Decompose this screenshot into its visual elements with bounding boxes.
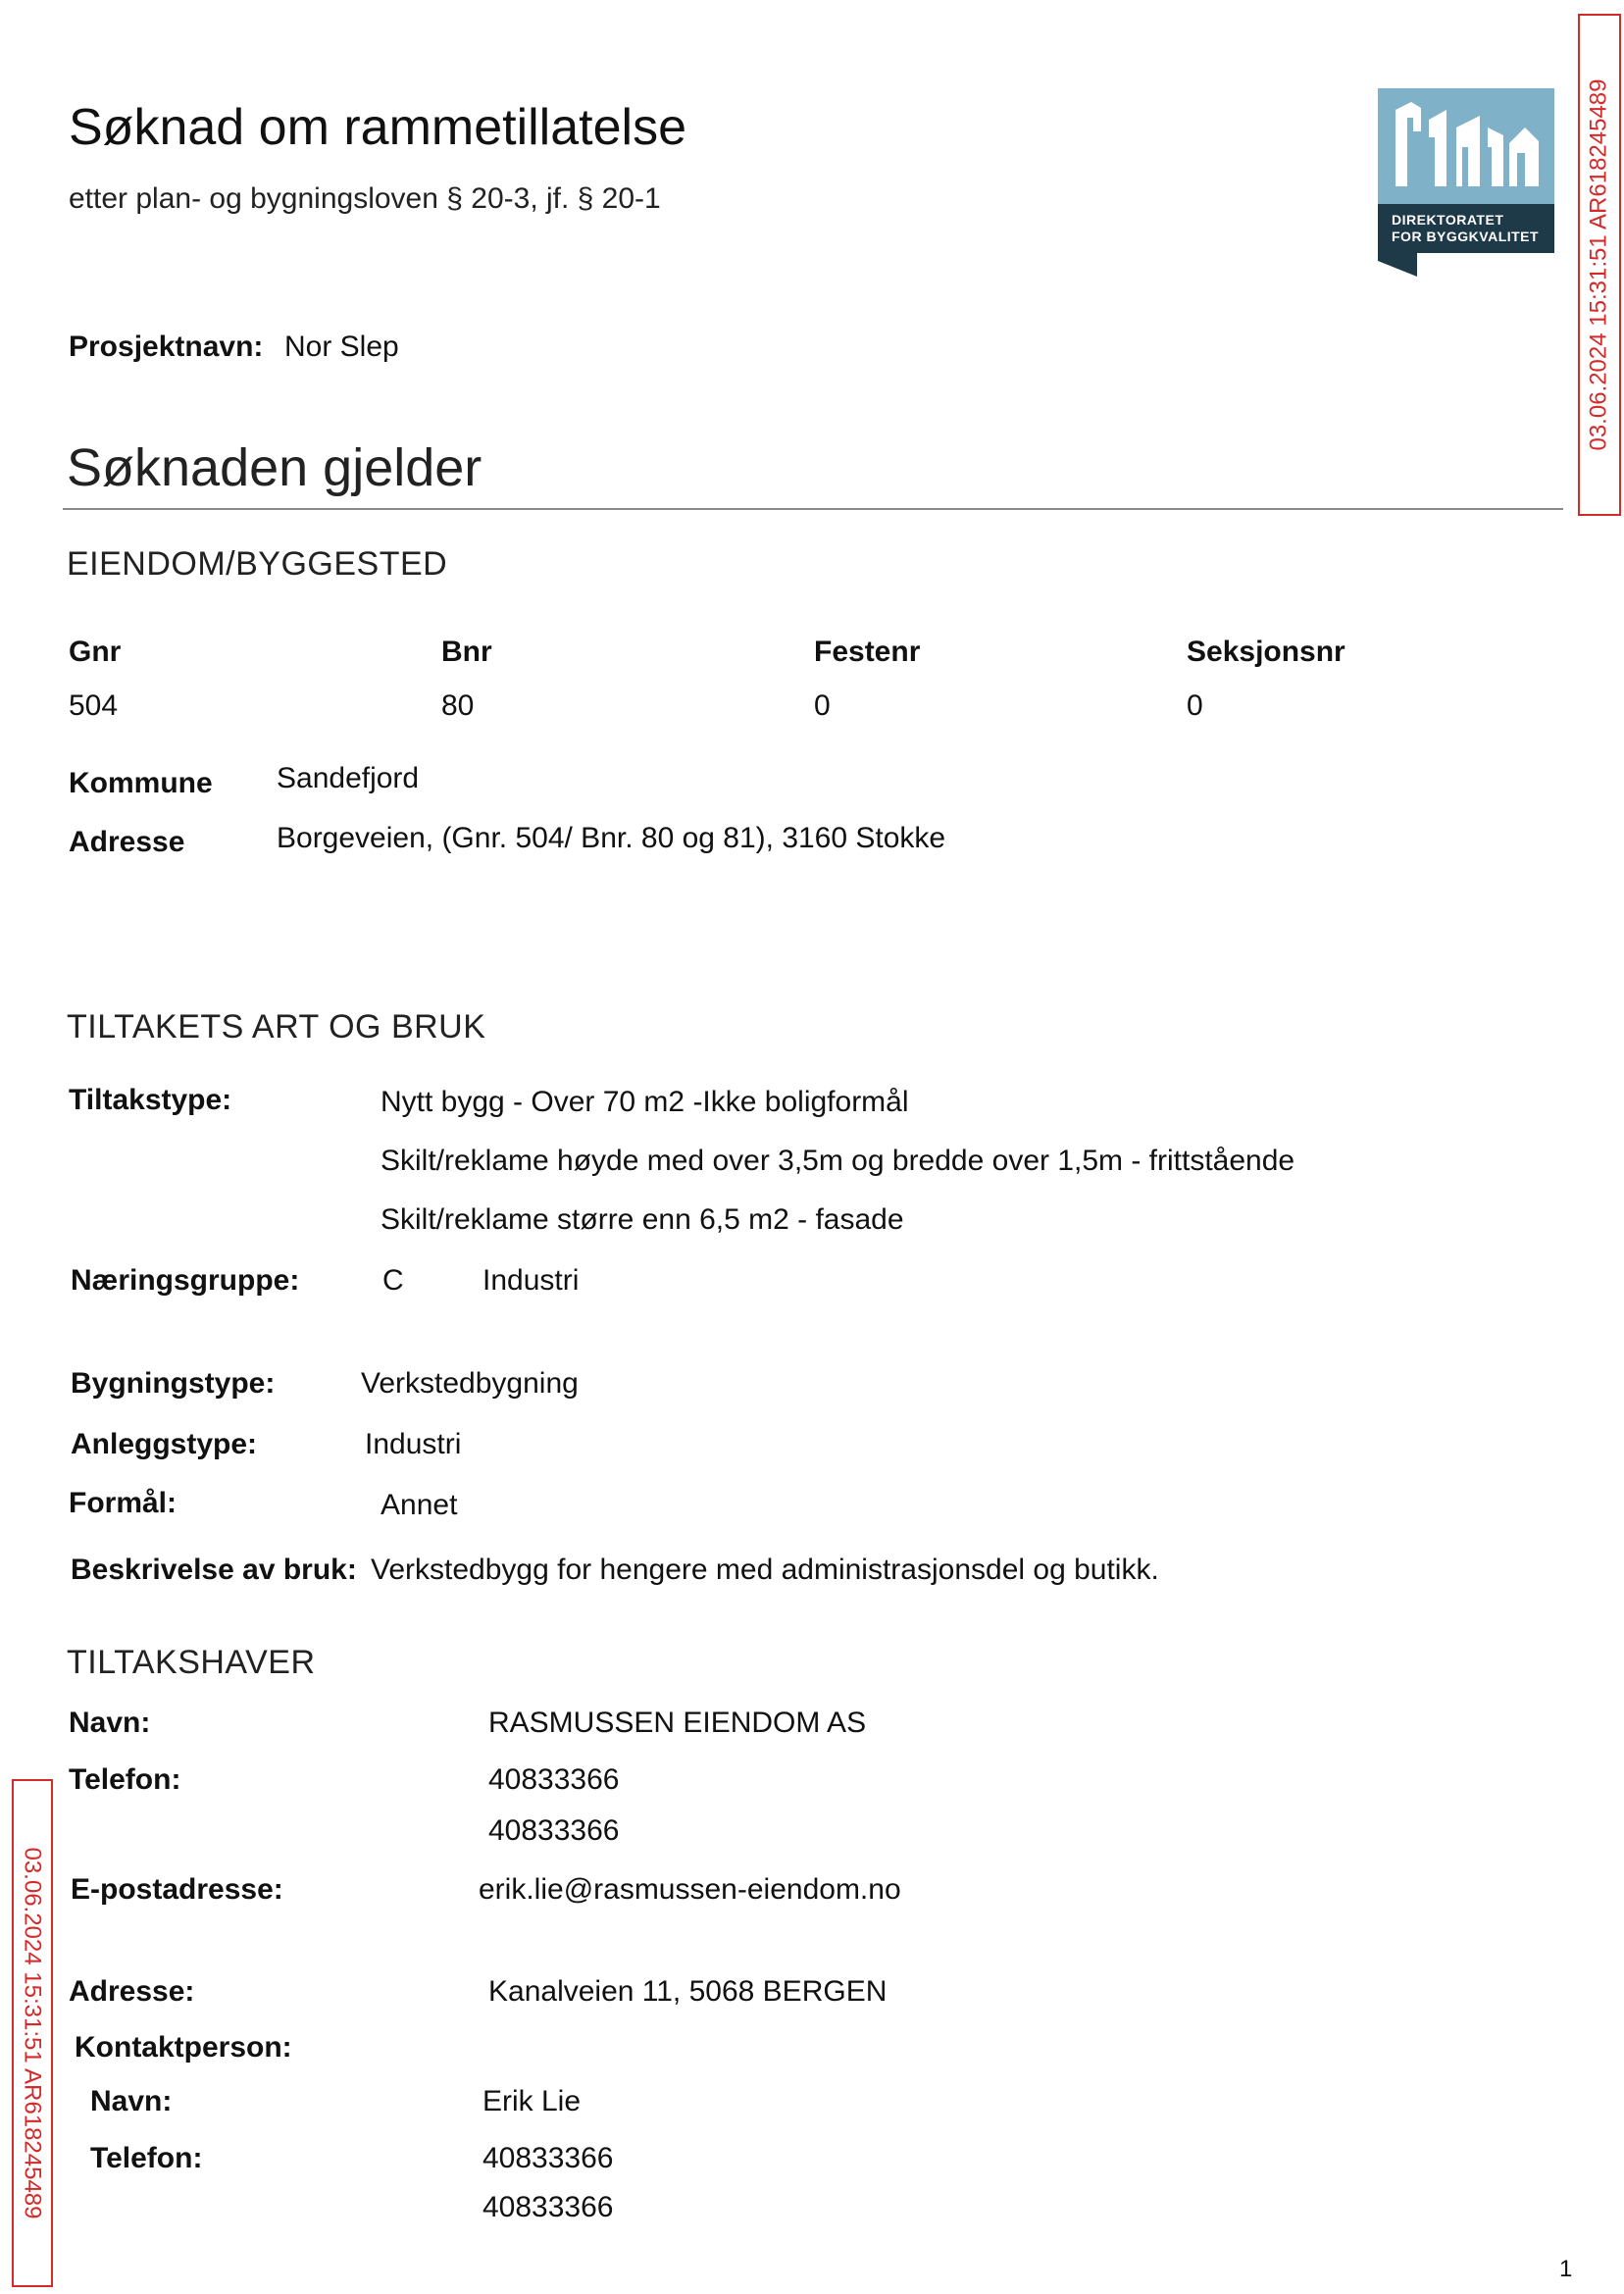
naeringsgruppe-value: Industri xyxy=(482,1264,580,1297)
kommune-value: Sandefjord xyxy=(277,762,420,794)
tiltakshaver-navn-value: RASMUSSEN EIENDOM AS xyxy=(488,1707,867,1739)
beskrivelse-value: Verkstedbygg for hengere med administrasjonsdel og butikk. xyxy=(371,1554,1159,1586)
naeringsgruppe-code: C xyxy=(382,1264,404,1297)
kontaktperson-navn-label: Navn: xyxy=(90,2085,173,2117)
section-divider xyxy=(63,508,1563,510)
bnr-label: Bnr xyxy=(441,636,492,668)
anleggstype-label: Anleggstype: xyxy=(71,1428,258,1460)
gnr-value: 504 xyxy=(69,689,119,722)
kommune-label: Kommune xyxy=(69,767,213,799)
kontaktperson-navn-value: Erik Lie xyxy=(482,2085,582,2117)
page-number: 1 xyxy=(1559,2256,1573,2282)
document-subtitle: etter plan- og bygningsloven § 20-3, jf. § 20-1 xyxy=(69,182,661,215)
gnr-label: Gnr xyxy=(69,636,122,668)
formal-value: Annet xyxy=(381,1489,458,1521)
epost-label: E-postadresse: xyxy=(71,1873,283,1906)
naeringsgruppe-label: Næringsgruppe: xyxy=(71,1264,300,1297)
kontaktperson-telefon-value: 40833366 xyxy=(482,2191,614,2223)
beskrivelse-label: Beskrivelse av bruk: xyxy=(71,1554,357,1586)
kontaktperson-telefon-value: 40833366 xyxy=(482,2142,614,2174)
property-heading: EIENDOM/BYGGESTED xyxy=(67,545,448,583)
adresse-label: Adresse xyxy=(69,826,185,858)
project-label: Prosjektnavn: xyxy=(69,331,264,363)
dibk-logo-graphic xyxy=(1378,88,1554,277)
tiltakshaver-heading: TILTAKSHAVER xyxy=(67,1644,316,1681)
stamp-text: 03.06.2024 15:31:51 AR618245489 xyxy=(1586,78,1612,451)
anleggstype-value: Industri xyxy=(365,1428,462,1460)
kontaktperson-label: Kontaktperson: xyxy=(75,2031,292,2064)
bygningstype-label: Bygningstype: xyxy=(71,1367,276,1400)
tiltakshaver-telefon-value: 40833366 xyxy=(488,1763,620,1796)
bygningstype-value: Verkstedbygning xyxy=(361,1367,579,1400)
dibk-logo xyxy=(1378,88,1554,277)
timestamp-stamp-top xyxy=(1578,14,1621,516)
festenr-label: Festenr xyxy=(814,636,921,668)
seksjonsnr-label: Seksjonsnr xyxy=(1187,636,1345,668)
tiltakstype-item: Skilt/reklame høyde med over 3,5m og bredde over 1,5m - frittstående xyxy=(381,1145,1295,1177)
document-title: Søknad om rammetillatelse xyxy=(69,99,686,156)
seksjonsnr-value: 0 xyxy=(1187,689,1203,722)
tiltakshaver-adresse-value: Kanalveien 11, 5068 BERGEN xyxy=(488,1975,888,2008)
logo-text-line1: DIREKTORATET xyxy=(1392,212,1504,228)
kontaktperson-telefon-label: Telefon: xyxy=(90,2142,203,2174)
tiltak-heading: TILTAKETS ART OG BRUK xyxy=(67,1008,486,1045)
bnr-value: 80 xyxy=(441,689,475,722)
tiltakshaver-telefon-label: Telefon: xyxy=(69,1763,181,1796)
tiltakshaver-navn-label: Navn: xyxy=(69,1707,151,1739)
formal-label: Formål: xyxy=(69,1487,178,1519)
tiltakstype-item: Nytt bygg - Over 70 m2 -Ikke boligformål xyxy=(381,1086,909,1118)
adresse-value: Borgeveien, (Gnr. 504/ Bnr. 80 og 81), 3160 Stokke xyxy=(277,822,946,854)
section-title: Søknaden gjelder xyxy=(67,438,482,497)
timestamp-stamp-bottom xyxy=(12,1779,53,2287)
tiltakshaver-telefon-value: 40833366 xyxy=(488,1814,620,1847)
tiltakshaver-adresse-label: Adresse: xyxy=(69,1975,195,2008)
epost-value: erik.lie@rasmussen-eiendom.no xyxy=(479,1873,901,1906)
stamp-text: 03.06.2024 15:31:51 AR618245489 xyxy=(20,1847,46,2219)
tiltakstype-label: Tiltakstype: xyxy=(69,1084,232,1116)
project-value: Nor Slep xyxy=(284,331,399,363)
logo-text-line2: FOR BYGGKVALITET xyxy=(1392,229,1540,244)
festenr-value: 0 xyxy=(814,689,831,722)
tiltakstype-item: Skilt/reklame større enn 6,5 m2 - fasade xyxy=(381,1203,904,1236)
